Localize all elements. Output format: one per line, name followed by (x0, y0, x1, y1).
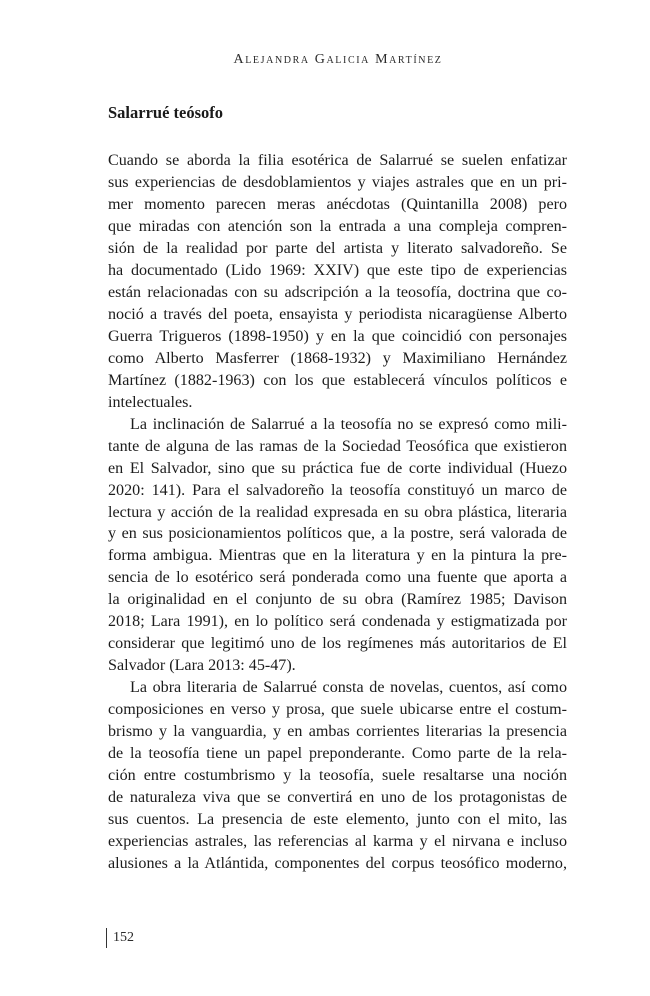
text-line: lectura y acción de la realidad expresada en su obra plástica, literaria (108, 503, 567, 521)
body-text (108, 150, 567, 875)
text-line: Guerra Trigueros (1898-1950) y en la que coincidió con personajes (108, 327, 567, 345)
text-line: sión de la realidad por parte del artista y literato salvadoreño. Se (108, 239, 567, 257)
text-line: la originalidad en el conjunto de su obra (Ramírez 1985; Davison (108, 591, 567, 609)
page-number: 152 (106, 928, 134, 948)
text-line: están relacionadas con su adscripción a la teosofía, doctrina que co- (108, 283, 567, 301)
text-line: brismo y la vanguardia, y en ambas corrientes literarias la presencia (108, 723, 567, 741)
text-line: La inclinación de Salarrué a la teosofía no se expresó como mili- (130, 415, 567, 433)
text-line: y en sus posicionamientos políticos que, a la postre, será valorada de (108, 525, 567, 543)
text-line: de la teosofía tiene un papel preponderante. Como parte de la rela- (108, 745, 567, 763)
text-line: Cuando se aborda la filia esotérica de Salarrué se suelen enfatizar (108, 152, 567, 169)
text-line: mer momento parecen meras anécdotas (Quintanilla 2008) pero (108, 195, 567, 213)
text-line: Martínez (1882-1963) con los que establecerá vínculos políticos e (108, 371, 567, 389)
text-line: composiciones en verso y prosa, que suele ubicarse entre el costum- (108, 701, 567, 719)
text-line: forma ambigua. Mientras que en la literatura y en la pintura la pre- (108, 547, 567, 565)
text-line: ha documentado (Lido 1969: XXIV) que este tipo de experiencias (108, 261, 567, 279)
text-line: sencia de lo esotérico será ponderada como una fuente que aporta a (108, 569, 567, 587)
text-line: Salvador (Lara 2013: 45-47). (108, 657, 296, 675)
text-line: 2018; Lara 1991), en lo político será condenada y estigmatizada por (108, 613, 567, 631)
text-line: de naturaleza viva que se convertirá en uno de los protagonistas de (108, 789, 567, 807)
text-line: 2020: 141). Para el salvadoreño la teosofía constituyó un marco de (108, 481, 567, 499)
text-line: tante de alguna de las ramas de la Sociedad Teosófica que existieron (108, 437, 567, 455)
text-line: en El Salvador, sino que su práctica fue de corte individual (Huezo (108, 459, 567, 477)
text-line: sus experiencias de desdoblamientos y viajes astrales que en un pri- (108, 173, 567, 191)
text-line: experiencias astrales, las referencias al karma y el nirvana e incluso (108, 833, 567, 851)
text-line: noció a través del poeta, ensayista y periodista nicaragüense Alberto (108, 305, 567, 323)
section-title: Salarrué teósofo (108, 103, 224, 122)
text-line: alusiones a la Atlántida, componentes del corpus teosófico moderno, (108, 855, 567, 872)
running-header: Alejandra Galicia Martínez (233, 52, 443, 67)
text-line: que miradas con atención son la entrada a una compleja compren- (108, 217, 567, 235)
text-line: ción entre costumbrismo y la teosofía, suele resaltarse una noción (108, 767, 567, 785)
text-line: considerar que legitimó uno de los regímenes más autoritarios de El (108, 635, 567, 653)
text-line: La obra literaria de Salarrué consta de novelas, cuentos, así como (130, 679, 567, 697)
text-line: intelectuales. (108, 393, 193, 411)
text-line: sus cuentos. La presencia de este elemento, junto con el mito, las (108, 811, 567, 829)
text-line: como Alberto Masferrer (1868-1932) y Maximiliano Hernández (108, 349, 567, 367)
